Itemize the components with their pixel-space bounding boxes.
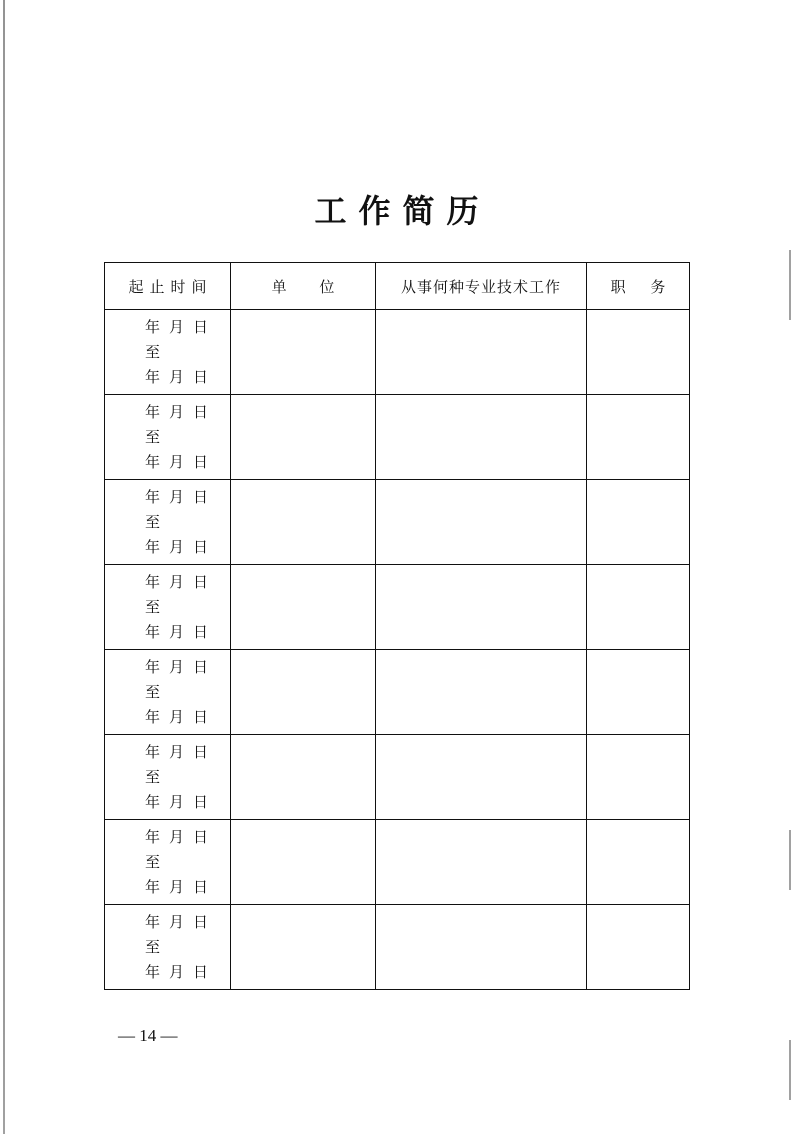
page-number: — 14 — <box>118 1026 178 1045</box>
position-cell[interactable] <box>587 395 690 480</box>
scan-edge-right <box>789 1040 791 1100</box>
table-row <box>105 395 690 480</box>
period-from: 年月日 <box>145 742 218 761</box>
period-cell <box>105 565 231 650</box>
table-row <box>105 735 690 820</box>
table-body <box>105 310 690 990</box>
period-cell <box>105 735 231 820</box>
period-to: 年月日 <box>145 962 218 981</box>
period-to-word: 至 <box>145 427 170 446</box>
position-cell[interactable] <box>587 480 690 565</box>
table-header-row <box>105 263 690 310</box>
period-to: 年月日 <box>145 537 218 556</box>
period-cell <box>105 820 231 905</box>
work-cell[interactable] <box>376 395 587 480</box>
period-to: 年月日 <box>145 707 218 726</box>
period-to: 年月日 <box>145 792 218 811</box>
work-cell[interactable] <box>376 820 587 905</box>
unit-cell[interactable] <box>231 480 376 565</box>
period-to-word: 至 <box>145 767 170 786</box>
work-cell[interactable] <box>376 480 587 565</box>
page-title: 工作简历 <box>314 192 491 230</box>
period-from: 年月日 <box>145 827 218 846</box>
table-row <box>105 565 690 650</box>
unit-cell[interactable] <box>231 735 376 820</box>
period-to-word: 至 <box>145 597 170 616</box>
header-period: 起止时间 <box>105 263 231 310</box>
header-work: 从事何种专业技术工作 <box>376 263 587 310</box>
period-to: 年月日 <box>145 452 218 471</box>
period-to: 年月日 <box>145 622 218 641</box>
unit-cell[interactable] <box>231 395 376 480</box>
table-row <box>105 480 690 565</box>
table-row <box>105 650 690 735</box>
period-from: 年月日 <box>145 912 218 931</box>
period-cell <box>105 310 231 395</box>
period-from: 年月日 <box>145 317 218 336</box>
unit-cell[interactable] <box>231 905 376 990</box>
table-row <box>105 905 690 990</box>
period-to-word: 至 <box>145 512 170 531</box>
period-from: 年月日 <box>145 572 218 591</box>
period-to-word: 至 <box>145 682 170 701</box>
scan-edge-right <box>789 830 791 890</box>
unit-cell[interactable] <box>231 820 376 905</box>
period-from: 年月日 <box>145 657 218 676</box>
unit-cell[interactable] <box>231 565 376 650</box>
unit-cell[interactable] <box>231 310 376 395</box>
table-row <box>105 820 690 905</box>
position-cell[interactable] <box>587 565 690 650</box>
header-position: 职 务 <box>587 263 690 310</box>
position-cell[interactable] <box>587 735 690 820</box>
period-to-word: 至 <box>145 937 170 956</box>
period-cell <box>105 395 231 480</box>
work-cell[interactable] <box>376 650 587 735</box>
position-cell[interactable] <box>587 820 690 905</box>
scan-edge-right <box>789 250 791 320</box>
table-row <box>105 310 690 395</box>
period-to: 年月日 <box>145 877 218 896</box>
period-to-word: 至 <box>145 342 170 361</box>
period-from: 年月日 <box>145 487 218 506</box>
period-cell <box>105 650 231 735</box>
position-cell[interactable] <box>587 650 690 735</box>
position-cell[interactable] <box>587 905 690 990</box>
work-history-table <box>104 262 690 990</box>
work-cell[interactable] <box>376 565 587 650</box>
header-unit: 单 位 <box>231 263 376 310</box>
period-to-word: 至 <box>145 852 170 871</box>
work-cell[interactable] <box>376 310 587 395</box>
work-cell[interactable] <box>376 905 587 990</box>
position-cell[interactable] <box>587 310 690 395</box>
period-from: 年月日 <box>145 402 218 421</box>
period-cell <box>105 480 231 565</box>
period-to: 年月日 <box>145 367 218 386</box>
scan-edge-left <box>3 0 5 1134</box>
work-cell[interactable] <box>376 735 587 820</box>
unit-cell[interactable] <box>231 650 376 735</box>
period-cell <box>105 905 231 990</box>
